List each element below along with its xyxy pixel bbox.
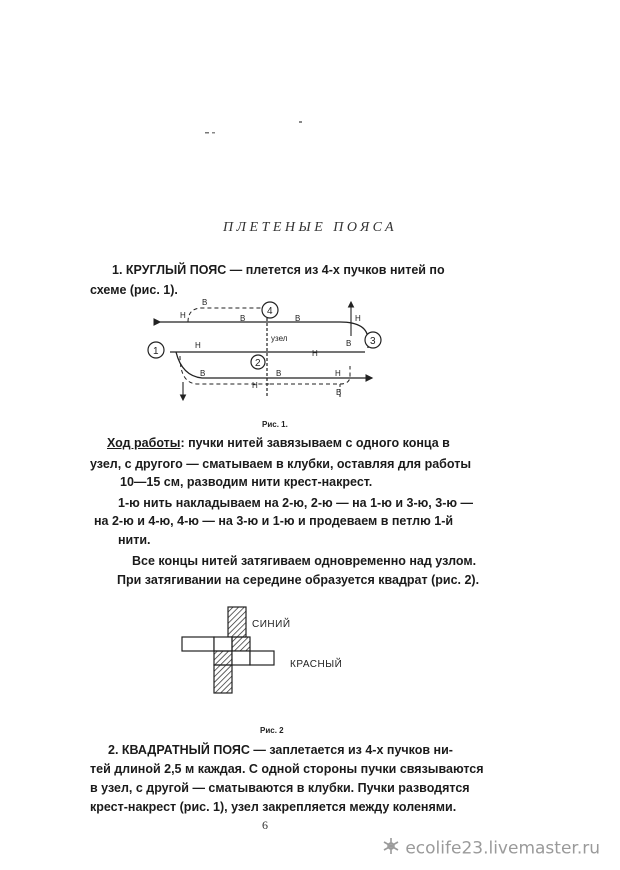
label-b: В [276,369,282,378]
section1-line-2: схеме (рис. 1). [90,283,178,297]
work-line-6: нити. [118,533,151,547]
node-3-label: 3 [369,336,377,347]
work-line-8: При затягивании на середине образуется квадрат (рис. 2). [117,573,480,587]
red-strip-right [250,651,274,665]
label-b: В [200,369,206,378]
section2-line-2: тей длиной 2,5 м каждая. С одной стороны пучки связываются [90,762,484,776]
blue-strip-bottom [214,665,232,693]
square-cell [232,637,250,651]
work-line-3: 10—15 см, разводим нити крест-накрест. [120,475,373,489]
label-b: В [202,298,208,307]
label-b: В [346,339,352,348]
section2-line-3: в узел, с другой — сматываются в клубки. Пучки разводятся [90,781,470,795]
page-number: 6 [262,818,268,832]
label-b: В [295,314,301,323]
thread-line [160,322,368,348]
node-4-label: 4 [266,306,274,317]
label-h: Н [335,369,341,378]
watermark-text: ecolife23.livemaster.ru [405,838,600,859]
section2-line-1: 2. КВАДРАТНЫЙ ПОЯС — заплетается из 4-х пучков ни- [108,743,453,757]
square-cell [214,651,232,665]
thread-dashed [188,308,268,322]
label-h: Н [180,311,186,320]
figure2-caption: Рис. 2 [260,726,284,735]
work-title: Ход работы [107,436,181,450]
thread-line [176,352,372,378]
work-line-5: на 2-ю и 4-ю, 4-ю — на 3-ю и 1-ю и продеваем в петлю 1-й [94,514,454,528]
square-cell [232,651,250,665]
label-h: Н [355,314,361,323]
label-uzel: узел [271,334,288,343]
red-strip-left [182,637,214,651]
label-h: Н [252,381,258,390]
square-cell [214,637,232,651]
figure1-braid-scheme [140,296,390,411]
label-h: Н [195,341,201,350]
node-2-label: 2 [254,358,262,369]
work-line-7: Все концы нитей затягиваем одновременно над узлом. [132,554,477,568]
figure1-caption: Рис. 1. [262,420,288,429]
node-1-label: 1 [152,346,160,357]
figure2-square-scheme [178,605,368,705]
watermark [382,837,600,860]
label-h: Н [312,349,318,358]
snowflake-icon [382,837,400,860]
work-line-1-text: : пучки нитей завязываем с одного конца в [180,436,450,450]
work-line-4: 1-ю нить накладываем на 2-ю, 2-ю — на 1-ю и 3-ю, 3-ю — [118,496,474,510]
blue-strip-top [228,607,246,637]
work-line-1 [107,433,450,453]
blue-label: СИНИЙ [252,619,291,630]
label-b: В [240,314,246,323]
work-line-2: узел, с другого — сматываем в клубки, оставляя для работы [90,457,472,471]
red-label: КРАСНЫЙ [290,659,343,670]
section1-line-1: 1. КРУГЛЫЙ ПОЯС — плетется из 4-х пучков нитей по [112,263,445,277]
label-b: В [336,388,342,397]
page-heading: ПЛЕТЕНЫЕ ПОЯСА [222,220,398,235]
section2-line-4: крест-накрест (рис. 1), узел закрепляется между коленями. [90,800,457,814]
